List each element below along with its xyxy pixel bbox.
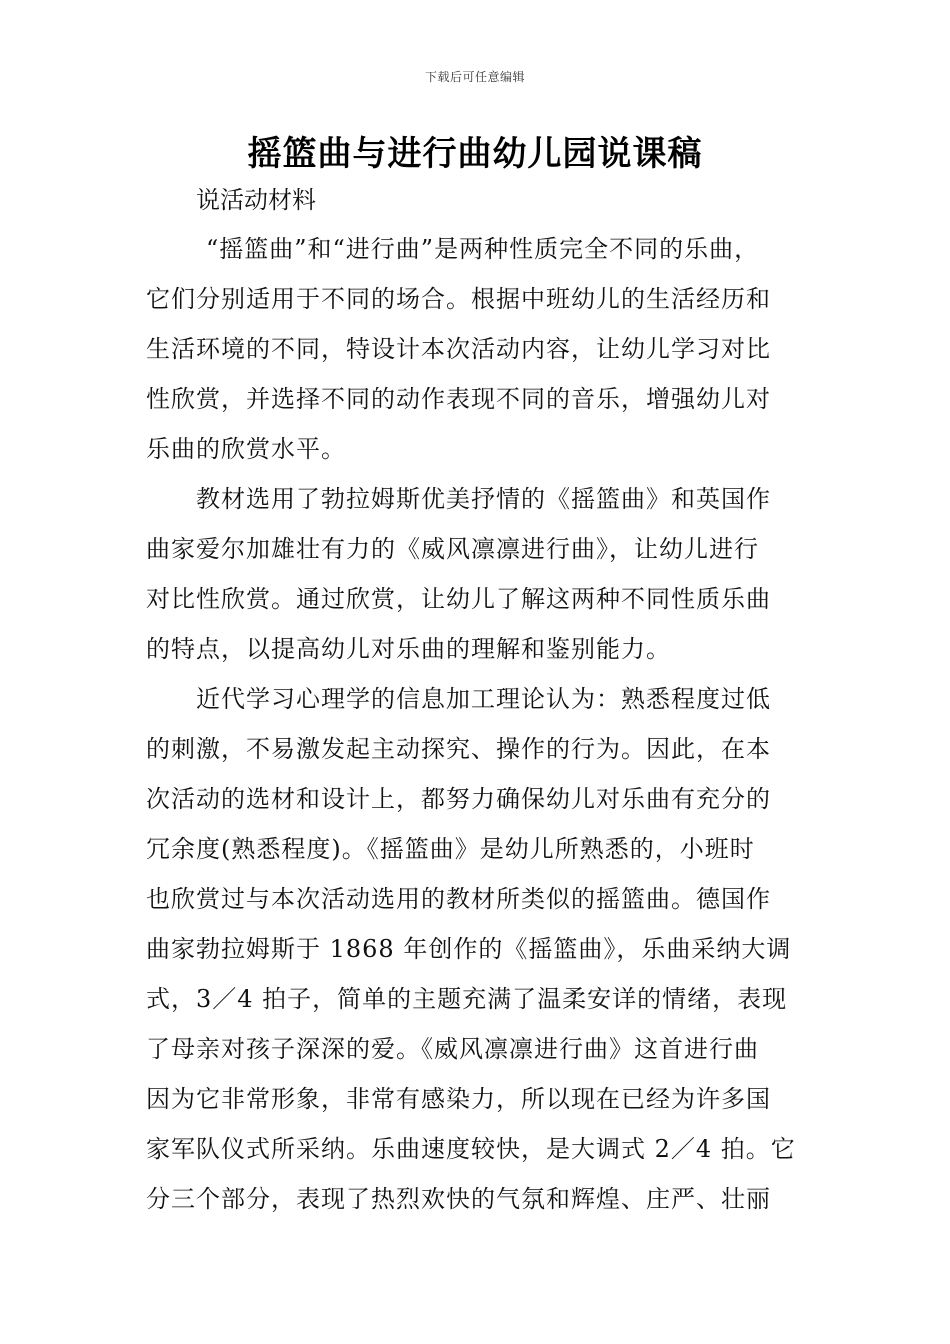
paragraph-line: 的刺激，不易激发起主动探究、操作的行为。因此，在本 xyxy=(146,735,771,763)
paragraph-line: 冗余度(熟悉程度)。《摇篮曲》是幼儿所熟悉的，小班时 xyxy=(146,835,755,863)
paragraph-2 xyxy=(146,474,811,674)
paragraph-line: 乐曲的欣赏水平。 xyxy=(146,435,346,463)
paragraph-line: 的特点，以提高幼儿对乐曲的理解和鉴别能力。 xyxy=(146,635,671,663)
paragraph-line: “摇篮曲”和“进行曲”是两种性质完全不同的乐曲， xyxy=(206,235,760,263)
paragraph-line: 式，3／4 拍子，简单的主题充满了温柔安详的情绪，表现 xyxy=(146,985,788,1013)
paragraph-line: 对比性欣赏。通过欣赏，让幼儿了解这两种不同性质乐曲 xyxy=(146,585,771,613)
paragraph-3 xyxy=(146,674,811,1224)
paragraph-line: 次活动的选材和设计上，都努力确保幼儿对乐曲有充分的 xyxy=(146,785,771,813)
paragraph-line: 分三个部分，表现了热烈欢快的气氛和辉煌、庄严、壮丽 xyxy=(146,1185,771,1213)
paragraph-line: 近代学习心理学的信息加工理论认为：熟悉程度过低 xyxy=(196,685,771,713)
paragraph-line: 教材选用了勃拉姆斯优美抒情的《摇篮曲》和英国作 xyxy=(196,485,771,513)
paragraph-line: 它们分别适用于不同的场合。根据中班幼儿的生活经历和 xyxy=(146,285,771,313)
paragraph-line: 了母亲对孩子深深的爱。《威风凛凛进行曲》这首进行曲 xyxy=(146,1035,759,1063)
paragraph-line: 因为它非常形象，非常有感染力，所以现在已经为许多国 xyxy=(146,1085,771,1113)
section-heading: 说活动材料 xyxy=(196,186,316,214)
header-note: 下载后可任意编辑 xyxy=(424,70,525,84)
page-title: 摇篮曲与进行曲幼儿园说课稿 xyxy=(247,134,703,174)
paragraph-line: 家军队仪式所采纳。乐曲速度较快，是大调式 2／4 拍。它 xyxy=(146,1135,796,1163)
paragraph-line: 也欣赏过与本次活动选用的教材所类似的摇篮曲。德国作 xyxy=(146,885,771,913)
paragraph-line: 性欣赏，并选择不同的动作表现不同的音乐，增强幼儿对 xyxy=(146,385,771,413)
paragraph-line: 生活环境的不同，特设计本次活动内容，让幼儿学习对比 xyxy=(146,335,771,363)
paragraph-line: 曲家勃拉姆斯于 1868 年创作的《摇篮曲》，乐曲采纳大调 xyxy=(146,935,792,963)
paragraph-line: 曲家爱尔加雄壮有力的《威风凛凛进行曲》，让幼儿进行 xyxy=(146,535,759,563)
paragraph-1 xyxy=(146,224,811,474)
